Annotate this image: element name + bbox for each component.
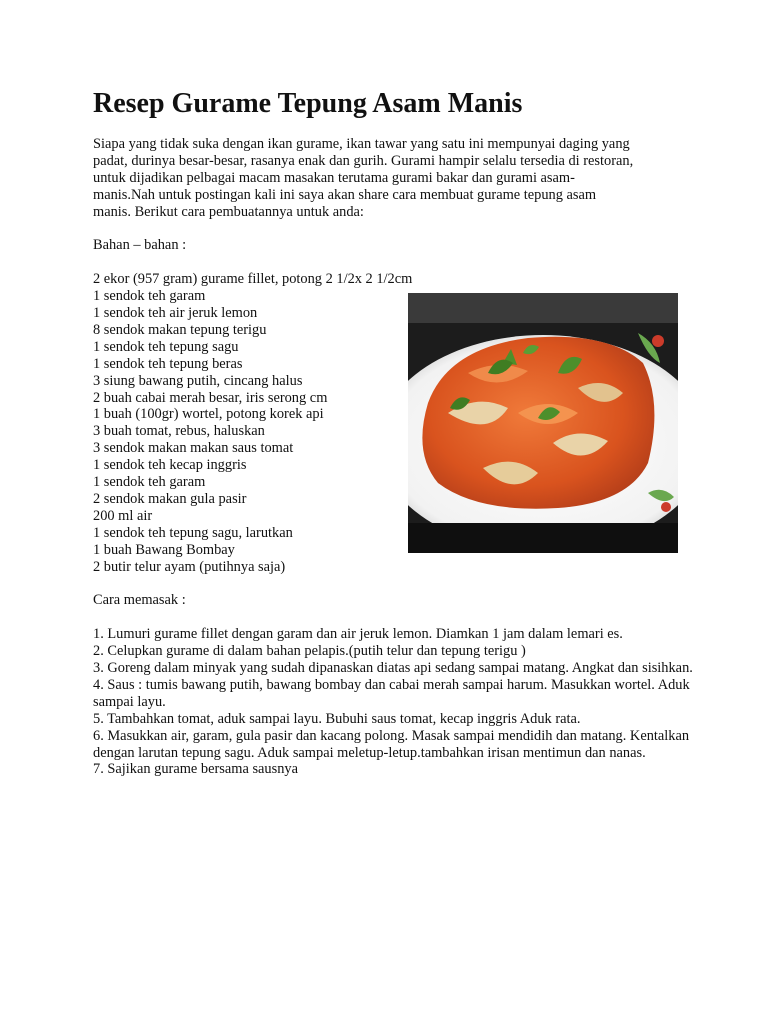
ingredient-item: 1 sendok teh garam (93, 288, 206, 305)
intro-line: manis. Berikut cara pembuatannya untuk anda: (93, 203, 364, 220)
ingredient-item: 1 sendok teh tepung beras (93, 355, 243, 372)
ingredient-item: 1 buah (100gr) wortel, potong korek api (93, 406, 324, 423)
ingredient-item: 2 buah cabai merah besar, iris serong cm (93, 389, 328, 406)
step-item: 6. Masukkan air, garam, gula pasir dan kacang polong. Masak sampai mendidih dan matang. Kentalkan dengan larutan tepung sagu. Aduk sampai meletup-letup.tambahkan irisan mentimun dan nanas. (93, 727, 690, 761)
ingredient-item: 3 sendok makan makan saus tomat (93, 440, 294, 457)
step-item: 2. Celupkan gurame di dalam bahan pelapis.(putih telur dan tepung terigu ) (93, 643, 526, 660)
ingredient-item: 1 sendok teh tepung sagu, larutkan (93, 524, 293, 541)
dish-photo-illustration (408, 293, 678, 553)
intro-paragraph (93, 136, 683, 221)
ingredient-item: 1 sendok teh tepung sagu (93, 338, 239, 355)
ingredient-item: 3 siung bawang putih, cincang halus (93, 372, 303, 389)
ingredients-heading: Bahan – bahan : (93, 237, 187, 254)
ingredient-item: 200 ml air (93, 507, 153, 524)
dish-photo (408, 293, 678, 553)
ingredient-item: 1 sendok teh air jeruk lemon (93, 305, 258, 322)
ingredient-item: 1 buah Bawang Bombay (93, 541, 235, 558)
spacer (93, 221, 693, 238)
spacer (93, 609, 693, 626)
ingredient-item: 2 ekor (957 gram) gurame fillet, potong 2 1/2x 2 1/2cm (93, 271, 413, 288)
step-item: 5. Tambahkan tomat, aduk sampai layu. Bubuhi saus tomat, kecap inggris Aduk rata. (93, 710, 581, 727)
ingredient-item: 1 sendok teh kecap inggris (93, 457, 247, 474)
intro-line: untuk dijadikan pelbagai macam masakan terutama gurami bakar dan gurami asam- (93, 169, 575, 186)
spacer (93, 576, 693, 593)
ingredient-item: 2 butir telur ayam (putihnya saja) (93, 558, 286, 575)
ingredient-item: 1 sendok teh garam (93, 474, 206, 491)
ingredient-item: 3 buah tomat, rebus, haluskan (93, 423, 265, 440)
steps-list (93, 626, 693, 778)
ingredient-item: 8 sendok makan tepung terigu (93, 321, 267, 338)
page-title: Resep Gurame Tepung Asam Manis (93, 88, 523, 119)
recipe-page (93, 86, 693, 778)
intro-line: Siapa yang tidak suka dengan ikan gurame, ikan tawar yang satu ini mempunyai daging yang (93, 136, 630, 152)
steps-heading: Cara memasak : (93, 592, 186, 609)
step-item: 7. Sajikan gurame bersama sausnya (93, 761, 299, 778)
intro-line: padat, durinya besar-besar, rasanya enak dan gurih. Gurami hampir selalu tersedia di restoran, (93, 152, 634, 169)
step-item: 4. Saus : tumis bawang putih, bawang bombay dan cabai merah sampai harum. Masukkan wortel. Aduk sampai layu. (93, 676, 690, 710)
spacer (93, 254, 693, 271)
intro-line: manis.Nah untuk postingan kali ini saya akan share cara membuat gurame tepung asam (93, 186, 597, 203)
ingredient-item: 2 sendok makan gula pasir (93, 491, 247, 507)
step-item: 1. Lumuri gurame fillet dengan garam dan air jeruk lemon. Diamkan 1 jam dalam lemari es. (93, 626, 623, 643)
ingredients-section (93, 271, 693, 575)
step-item: 3. Goreng dalam minyak yang sudah dipanaskan diatas api sedang sampai matang. Angkat dan sisihkan. (93, 660, 693, 677)
